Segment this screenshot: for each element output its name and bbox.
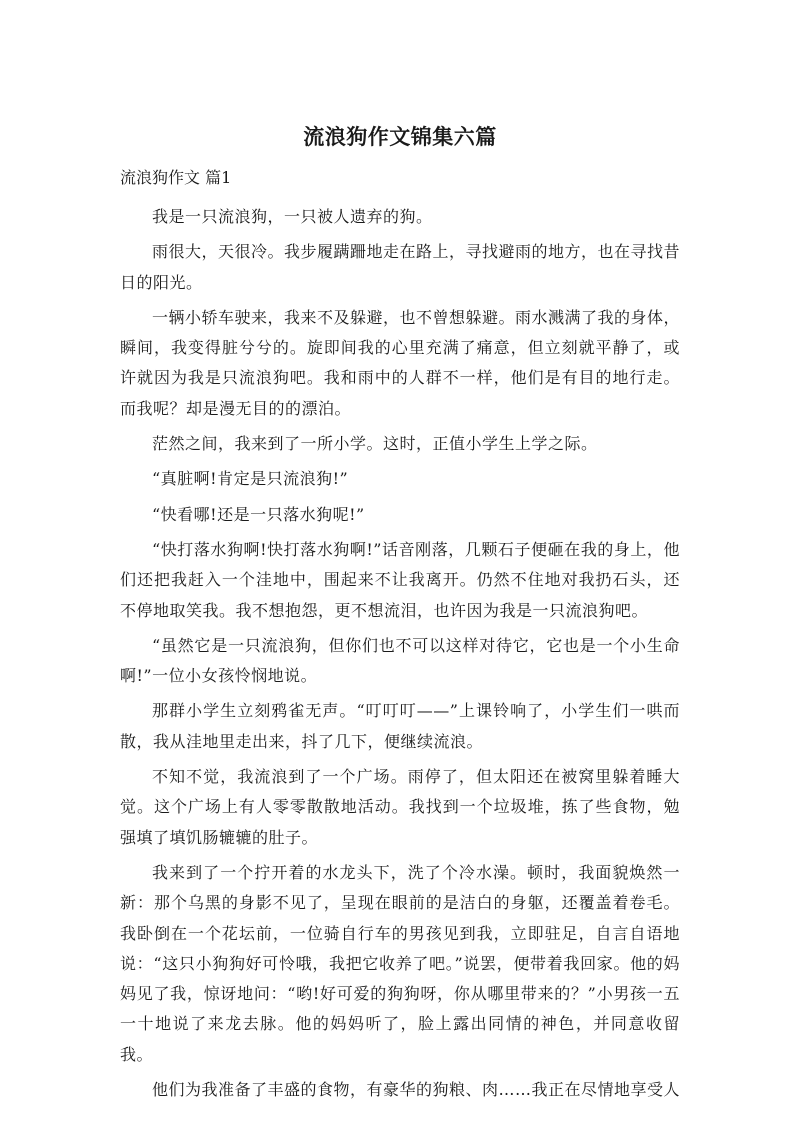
paragraph: 我是一只流浪狗，一只被人遗弃的狗。 (152, 207, 433, 226)
paragraph: 雨很大，天很冷。我步履蹒跚地走在路上，寻找避雨的地方，也在寻找昔日的阳光。 (120, 242, 681, 292)
document-title: 流浪狗作文锦集六篇 (303, 125, 497, 149)
paragraph: 那群小学生立刻鸦雀无声。“叮叮叮——”上课铃响了，小学生们一哄而散，我从洼地里走出来，抖了几下，便继续流浪。 (120, 701, 680, 751)
paragraph: “真脏啊!肯定是只流浪狗!” (152, 469, 349, 489)
document-body (120, 202, 680, 1105)
paragraph: “虽然它是一只流浪狗，但你们也不可以这样对待它，它也是一个小生命啊!”一位小女孩怜悯地说。 (120, 635, 680, 686)
paragraph: 不知不觉，我流浪到了一个广场。雨停了，但太阳还在被窝里躲着睡大觉。这个广场上有人零零散散地活动。我找到一个垃圾堆，拣了些食物，勉强填了填饥肠辘辘的肚子。 (120, 767, 680, 847)
paragraph: 一辆小轿车驶来，我来不及躲避，也不曾想躲避。雨水溅满了我的身体，瞬间，我变得脏兮兮的。旋即间我的心里充满了痛意，但立刻就平静了，或许就因为我是只流浪狗吧。我和雨中的人群不一样，他们是有目的地行走。而我呢？却是漫无目的的漂泊。 (120, 307, 681, 418)
paragraph: 我来到了一个拧开着的水龙头下，洗了个冷水澡。顿时，我面貌焕然一新：那个乌黑的身影不见了，呈现在眼前的是洁白的身躯，还覆盖着卷毛。我卧倒在一个花坛前，一位骑自行车的男孩见到我，立即驻足，自言自语地说：“这只小狗狗好可怜哦，我把它收养了吧。”说罢，便带着我回家。他的妈妈见了我，惊讶地问：“哟!好可爱的狗狗呀，你从哪里带来的？”小男孩一五一十地说了来龙去脉。他的妈妈听了，脸上露出同情的神色，并同意收留我。 (120, 862, 680, 1064)
paragraph: 他们为我准备了丰盛的食物，有豪华的狗粮、肉……我正在尽情地享受人 (152, 1080, 681, 1100)
section-title: 流浪狗作文 篇1 (120, 168, 232, 187)
paragraph: “快看哪!还是一只落水狗呢!” (152, 504, 365, 524)
paragraph: 茫然之间，我来到了一所小学。这时，正值小学生上学之际。 (152, 434, 598, 454)
paragraph: “快打落水狗啊!快打落水狗啊!”话音刚落，几颗石子便砸在我的身上，他们还把我赶入一个洼地中，围起来不让我离开。仍然不住地对我扔石头，还不停地取笑我。我不想抱怨，更不想流泪，也许因为我是一只流浪狗吧。 (120, 539, 680, 620)
